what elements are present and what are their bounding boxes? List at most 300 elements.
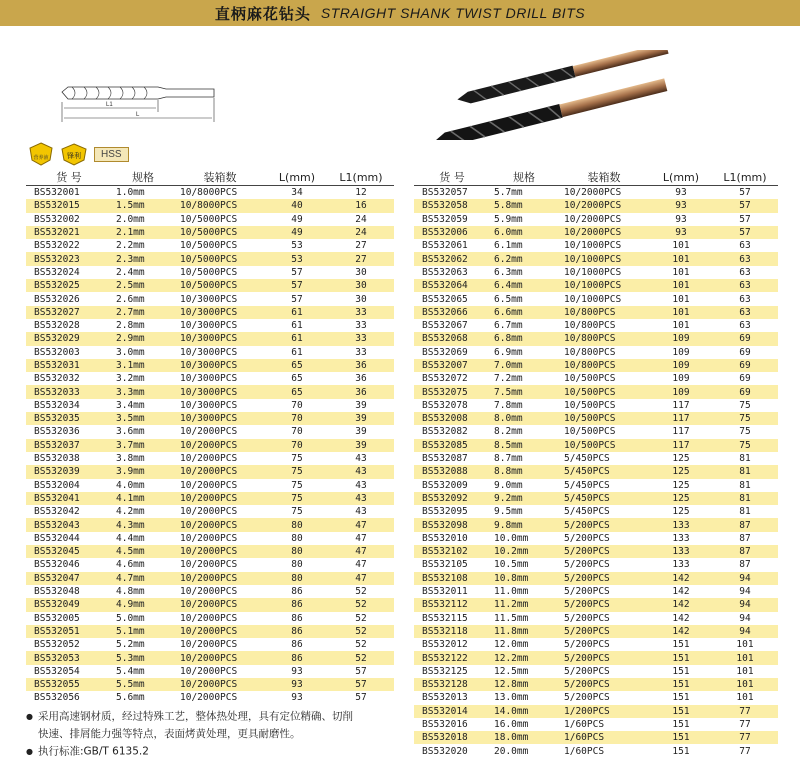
cell-length: 65	[266, 385, 328, 398]
cell-length: 93	[291, 665, 303, 677]
cell-code: BS532028	[34, 320, 80, 332]
cell-packing: 10/2000PCS	[174, 598, 266, 611]
cell-packing: 5/200PCS	[564, 692, 610, 704]
table-row	[414, 186, 778, 200]
note-feature-cont	[26, 726, 396, 743]
cell-flute-length: 63	[712, 279, 778, 292]
table-row	[414, 279, 778, 292]
cell-flute-length: 36	[328, 385, 394, 398]
cell-code: BS532065	[422, 293, 468, 305]
table-row	[26, 505, 394, 518]
cell-length: 93	[675, 213, 687, 225]
cell-code: BS532010	[422, 532, 468, 544]
cell-code: BS532034	[34, 399, 80, 411]
cell-length: 133	[672, 532, 690, 544]
table-row	[414, 691, 778, 704]
cell-packing: 10/2000PCS	[180, 665, 238, 677]
cell-length: 117	[650, 439, 712, 452]
cell-code: BS532125	[422, 665, 468, 677]
cell-flute-length: 101	[736, 665, 754, 677]
cell-spec: 4.5mm	[112, 545, 174, 558]
cell-flute-length: 69	[739, 373, 751, 385]
cell-spec: 7.0mm	[490, 359, 558, 372]
cell-code: BS532044	[34, 532, 80, 544]
cell-flute-length: 57	[355, 692, 367, 704]
cell-length: 86	[291, 586, 303, 598]
cell-length: 86	[266, 598, 328, 611]
cell-spec: 14.0mm	[490, 705, 558, 718]
cell-packing: 10/3000PCS	[180, 373, 238, 385]
cell-code: BS532012	[422, 639, 468, 651]
table-row	[414, 492, 778, 505]
cell-code: BS532062	[414, 252, 490, 265]
cell-flute-length: 30	[355, 293, 367, 305]
cell-packing: 10/2000PCS	[180, 479, 238, 491]
table-row	[414, 718, 778, 731]
cell-length: 151	[650, 705, 712, 718]
cell-spec: 5.7mm	[494, 187, 523, 199]
cell-flute-length: 27	[328, 252, 394, 265]
cell-length: 142	[672, 586, 690, 598]
cell-flute-length: 69	[712, 385, 778, 398]
cell-code: BS532049	[26, 598, 112, 611]
cell-spec: 7.2mm	[494, 373, 523, 385]
diagram-label-l1: L1	[106, 102, 113, 108]
cell-length: 34	[291, 187, 303, 199]
cell-spec: 6.5mm	[494, 293, 523, 305]
cell-packing: 10/8000PCS	[174, 199, 266, 212]
cell-flute-length: 94	[739, 586, 751, 598]
cell-flute-length: 27	[355, 240, 367, 252]
cell-spec: 4.7mm	[112, 572, 174, 585]
cell-packing: 5/200PCS	[564, 612, 610, 624]
table-row	[414, 452, 778, 465]
cell-packing: 10/800PCS	[558, 359, 650, 372]
cell-length: 70	[291, 426, 303, 438]
table-row	[26, 651, 394, 664]
cell-spec: 6.8mm	[490, 332, 558, 345]
cell-code: BS532011	[422, 586, 468, 598]
cell-spec: 9.2mm	[490, 492, 558, 505]
header-packing: 装箱数	[558, 169, 650, 186]
cell-flute-length: 24	[355, 213, 367, 225]
table-row	[26, 598, 394, 611]
cell-flute-length: 43	[355, 453, 367, 465]
cell-length: 142	[672, 612, 690, 624]
cell-packing: 5/200PCS	[558, 678, 650, 691]
cell-length: 75	[266, 492, 328, 505]
cell-code: BS532057	[422, 187, 468, 199]
cell-packing: 10/3000PCS	[180, 399, 238, 411]
cell-length: 101	[672, 320, 690, 332]
cell-flute-length: 63	[712, 306, 778, 319]
table-row	[26, 612, 394, 625]
table-row	[414, 651, 778, 664]
cell-flute-length: 57	[355, 665, 367, 677]
cell-packing: 10/5000PCS	[174, 226, 266, 239]
cell-length: 40	[266, 199, 328, 212]
cell-length: 61	[266, 332, 328, 345]
cell-spec: 3.7mm	[112, 439, 174, 452]
cell-code: BS532095	[422, 506, 468, 518]
cell-packing: 1/60PCS	[558, 731, 650, 744]
cell-packing: 10/1000PCS	[564, 293, 622, 305]
title-bar	[0, 0, 800, 26]
cell-length: 117	[650, 412, 712, 425]
cell-length: 70	[266, 412, 328, 425]
table-row	[26, 585, 394, 598]
table-row	[414, 239, 778, 252]
cell-length: 142	[650, 598, 712, 611]
table-row	[26, 292, 394, 305]
table-row	[26, 545, 394, 558]
cell-packing: 10/2000PCS	[180, 506, 238, 518]
cell-flute-length: 94	[712, 598, 778, 611]
cell-packing: 10/2000PCS	[174, 492, 266, 505]
cell-code: BS532037	[26, 439, 112, 452]
table-row	[26, 399, 394, 412]
table-row	[414, 678, 778, 691]
cell-code: BS532041	[26, 492, 112, 505]
table-row	[26, 319, 394, 332]
cell-spec: 4.9mm	[112, 598, 174, 611]
cell-spec: 3.0mm	[116, 346, 145, 358]
cell-flute-length: 75	[712, 412, 778, 425]
cell-code: BS532064	[414, 279, 490, 292]
table-row	[414, 558, 778, 571]
table-row	[26, 439, 394, 452]
cell-code: BS532043	[26, 518, 112, 531]
table-row	[26, 518, 394, 531]
cell-packing: 10/500PCS	[558, 385, 650, 398]
sharp-badge-icon	[60, 142, 88, 166]
cell-length: 57	[291, 293, 303, 305]
cell-code: BS532046	[34, 559, 80, 571]
cell-flute-length: 63	[739, 266, 751, 278]
cell-packing: 10/2000PCS	[180, 532, 238, 544]
cell-length: 151	[672, 692, 690, 704]
cell-spec: 11.0mm	[494, 586, 529, 598]
table-row	[414, 199, 778, 212]
cell-flute-length: 33	[355, 346, 367, 358]
cell-length: 151	[650, 731, 712, 744]
cell-flute-length: 57	[712, 199, 778, 212]
cell-code: BS532047	[26, 572, 112, 585]
cell-spec: 3.3mm	[112, 385, 174, 398]
cell-packing: 5/450PCS	[558, 465, 650, 478]
cell-packing: 10/500PCS	[564, 399, 616, 411]
header-length: L(mm)	[266, 169, 328, 186]
cell-length: 70	[291, 399, 303, 411]
cell-length: 101	[650, 252, 712, 265]
cell-flute-length: 47	[328, 572, 394, 585]
cell-flute-length: 33	[328, 306, 394, 319]
cell-packing: 10/2000PCS	[174, 625, 266, 638]
cell-spec: 12.5mm	[494, 665, 529, 677]
cell-spec: 6.9mm	[494, 346, 523, 358]
cell-length: 151	[650, 651, 712, 664]
cell-spec: 2.7mm	[112, 306, 174, 319]
cell-spec: 16.0mm	[494, 719, 529, 731]
cell-length: 117	[672, 399, 690, 411]
cell-length: 86	[291, 639, 303, 651]
cell-packing: 10/2000PCS	[180, 612, 238, 624]
cell-code: BS532063	[422, 266, 468, 278]
table-row	[26, 332, 394, 345]
table-row	[26, 385, 394, 398]
cell-length: 109	[672, 346, 690, 358]
table-row	[414, 731, 778, 744]
cell-packing: 10/2000PCS	[174, 545, 266, 558]
cell-length: 109	[650, 332, 712, 345]
cell-packing: 10/2000PCS	[174, 439, 266, 452]
cell-packing: 10/800PCS	[564, 320, 616, 332]
table-row	[414, 532, 778, 545]
cell-spec: 8.5mm	[490, 439, 558, 452]
spec-table-left	[26, 169, 394, 705]
sharp-label: 锋利	[67, 152, 81, 160]
cell-flute-length: 52	[328, 625, 394, 638]
cell-code: BS532018	[414, 731, 490, 744]
cell-packing: 10/8000PCS	[180, 187, 238, 199]
cell-length: 86	[291, 612, 303, 624]
cell-code: BS532003	[34, 346, 80, 358]
cell-spec: 6.4mm	[490, 279, 558, 292]
cell-length: 117	[672, 426, 690, 438]
diagram-label-l: L	[136, 112, 140, 118]
cell-packing: 10/5000PCS	[180, 266, 238, 278]
cell-flute-length: 87	[739, 532, 751, 544]
cell-length: 53	[291, 240, 303, 252]
cell-flute-length: 77	[739, 719, 751, 731]
cell-packing: 5/200PCS	[564, 586, 610, 598]
cell-flute-length: 47	[355, 532, 367, 544]
cell-flute-length: 43	[328, 465, 394, 478]
table-row	[414, 372, 778, 385]
cell-code: BS532002	[34, 213, 80, 225]
cell-flute-length: 43	[328, 492, 394, 505]
table-row	[414, 572, 778, 585]
cell-spec: 5.1mm	[112, 625, 174, 638]
cell-code: BS532036	[34, 426, 80, 438]
note-standard	[26, 743, 396, 761]
table-row	[414, 425, 778, 438]
cell-length: 93	[650, 226, 712, 239]
table-row	[26, 625, 394, 638]
cell-packing: 10/2000PCS	[180, 559, 238, 571]
cell-flute-length: 87	[739, 559, 751, 571]
cell-code: BS532067	[422, 320, 468, 332]
header-flute-length: L1(mm)	[328, 169, 394, 186]
cell-flute-length: 16	[328, 199, 394, 212]
cell-length: 75	[291, 453, 303, 465]
cell-spec: 20.0mm	[494, 745, 529, 757]
cell-flute-length: 39	[328, 439, 394, 452]
cell-flute-length: 36	[328, 359, 394, 372]
cell-spec: 6.7mm	[494, 320, 523, 332]
table-row	[26, 372, 394, 385]
cell-spec: 5.8mm	[490, 199, 558, 212]
cell-code: BS532088	[414, 465, 490, 478]
table-row	[414, 213, 778, 226]
cell-spec: 12.8mm	[490, 678, 558, 691]
header-code: 货 号	[414, 169, 490, 186]
cell-flute-length: 63	[739, 293, 751, 305]
cell-spec: 3.4mm	[116, 399, 145, 411]
table-row	[26, 213, 394, 226]
cell-length: 49	[266, 226, 328, 239]
cell-packing: 10/3000PCS	[174, 412, 266, 425]
cell-flute-length: 101	[736, 692, 754, 704]
cell-spec: 13.0mm	[494, 692, 529, 704]
cell-length: 80	[266, 572, 328, 585]
cell-flute-length: 52	[355, 586, 367, 598]
cell-packing: 10/800PCS	[558, 332, 650, 345]
cell-packing: 10/3000PCS	[174, 306, 266, 319]
cell-code: BS532108	[414, 572, 490, 585]
cell-flute-length: 81	[712, 465, 778, 478]
cell-spec: 8.7mm	[494, 453, 523, 465]
cell-flute-length: 24	[328, 226, 394, 239]
cell-spec: 2.1mm	[112, 226, 174, 239]
cell-spec: 2.4mm	[116, 266, 145, 278]
table-row	[414, 359, 778, 372]
cell-flute-length: 63	[739, 320, 751, 332]
cell-code: BS532078	[422, 399, 468, 411]
cell-spec: 10.2mm	[490, 545, 558, 558]
cell-flute-length: 101	[736, 639, 754, 651]
cell-packing: 10/3000PCS	[174, 332, 266, 345]
cell-code: BS532059	[422, 213, 468, 225]
table-row	[26, 558, 394, 571]
cell-code: BS532069	[422, 346, 468, 358]
table-row	[26, 199, 394, 212]
cell-flute-length: 39	[355, 426, 367, 438]
cell-code: BS532068	[414, 332, 490, 345]
header-flute-length: L1(mm)	[712, 169, 778, 186]
cell-spec: 5.5mm	[112, 678, 174, 691]
cell-packing: 10/2000PCS	[564, 187, 622, 199]
cell-flute-length: 87	[712, 518, 778, 531]
cell-length: 65	[266, 359, 328, 372]
cell-code: BS532033	[26, 385, 112, 398]
cell-length: 133	[672, 559, 690, 571]
cell-packing: 10/3000PCS	[180, 320, 238, 332]
cell-packing: 10/2000PCS	[180, 426, 238, 438]
cell-spec: 4.0mm	[116, 479, 145, 491]
cell-flute-length: 47	[355, 559, 367, 571]
bullet-icon: ●	[26, 712, 33, 721]
cell-code: BS532008	[414, 412, 490, 425]
table-row	[414, 439, 778, 452]
cell-packing: 5/200PCS	[558, 625, 650, 638]
cell-code: BS532001	[34, 187, 80, 199]
table-row	[414, 585, 778, 598]
cell-code: BS532022	[34, 240, 80, 252]
cell-packing: 10/5000PCS	[180, 240, 238, 252]
header-spec: 规格	[490, 169, 558, 186]
cell-spec: 11.5mm	[494, 612, 529, 624]
table-row	[26, 665, 394, 678]
table-row	[26, 266, 394, 279]
cell-code: BS532025	[26, 279, 112, 292]
cell-spec: 6.0mm	[490, 226, 558, 239]
table-row	[414, 319, 778, 332]
cell-code: BS532122	[414, 651, 490, 664]
cell-packing: 10/2000PCS	[180, 586, 238, 598]
note-line-2: 快速、排屑能力强等特点，表面烤黄处理，更具耐磨性。	[38, 727, 301, 740]
cell-code: BS532075	[414, 385, 490, 398]
cell-spec: 2.2mm	[116, 240, 145, 252]
logo-caption: 营养液	[33, 155, 49, 161]
cell-code: BS532042	[34, 506, 80, 518]
cell-flute-length: 63	[712, 252, 778, 265]
cell-flute-length: 43	[355, 506, 367, 518]
cell-flute-length: 81	[739, 453, 751, 465]
cell-length: 53	[266, 252, 328, 265]
cell-packing: 10/2000PCS	[174, 678, 266, 691]
table-row	[414, 705, 778, 718]
cell-packing: 10/3000PCS	[174, 359, 266, 372]
cell-packing: 10/1000PCS	[558, 279, 650, 292]
cell-packing: 10/5000PCS	[174, 252, 266, 265]
cell-code: BS532072	[422, 373, 468, 385]
cell-code: BS532007	[414, 359, 490, 372]
table-row	[414, 545, 778, 558]
cell-length: 125	[650, 465, 712, 478]
cell-length: 93	[266, 678, 328, 691]
drill-bits-photo	[425, 50, 680, 140]
cell-spec: 12.2mm	[490, 651, 558, 664]
cell-code: BS532009	[422, 479, 468, 491]
cell-spec: 1.5mm	[112, 199, 174, 212]
cell-packing: 10/800PCS	[558, 306, 650, 319]
cell-packing: 1/60PCS	[564, 745, 605, 757]
cell-spec: 10.0mm	[494, 532, 529, 544]
table-row	[26, 359, 394, 372]
cell-flute-length: 33	[355, 320, 367, 332]
table-row	[26, 532, 394, 545]
cell-length: 151	[672, 665, 690, 677]
cell-length: 151	[650, 678, 712, 691]
cell-code: BS532128	[414, 678, 490, 691]
cell-spec: 9.8mm	[490, 518, 558, 531]
cell-flute-length: 47	[328, 518, 394, 531]
table-row	[414, 598, 778, 611]
cell-packing: 5/200PCS	[564, 665, 610, 677]
cell-length: 86	[266, 625, 328, 638]
cell-spec: 2.9mm	[112, 332, 174, 345]
cell-spec: 11.8mm	[490, 625, 558, 638]
cell-packing: 10/2000PCS	[180, 692, 238, 704]
cell-spec: 8.2mm	[494, 426, 523, 438]
cell-packing: 1/60PCS	[564, 719, 605, 731]
cell-spec: 4.4mm	[116, 532, 145, 544]
cell-flute-length: 52	[328, 598, 394, 611]
cell-code: BS532056	[34, 692, 80, 704]
table-row	[26, 346, 394, 359]
cell-packing: 10/500PCS	[558, 412, 650, 425]
cell-code: BS532045	[26, 545, 112, 558]
drill-dimension-diagram	[58, 78, 218, 128]
cell-flute-length: 57	[739, 213, 751, 225]
cell-packing: 10/2000PCS	[558, 226, 650, 239]
cell-spec: 7.5mm	[490, 385, 558, 398]
cell-spec: 10.8mm	[490, 572, 558, 585]
cell-spec: 10.5mm	[494, 559, 529, 571]
cell-packing: 10/2000PCS	[180, 453, 238, 465]
cell-length: 61	[266, 306, 328, 319]
